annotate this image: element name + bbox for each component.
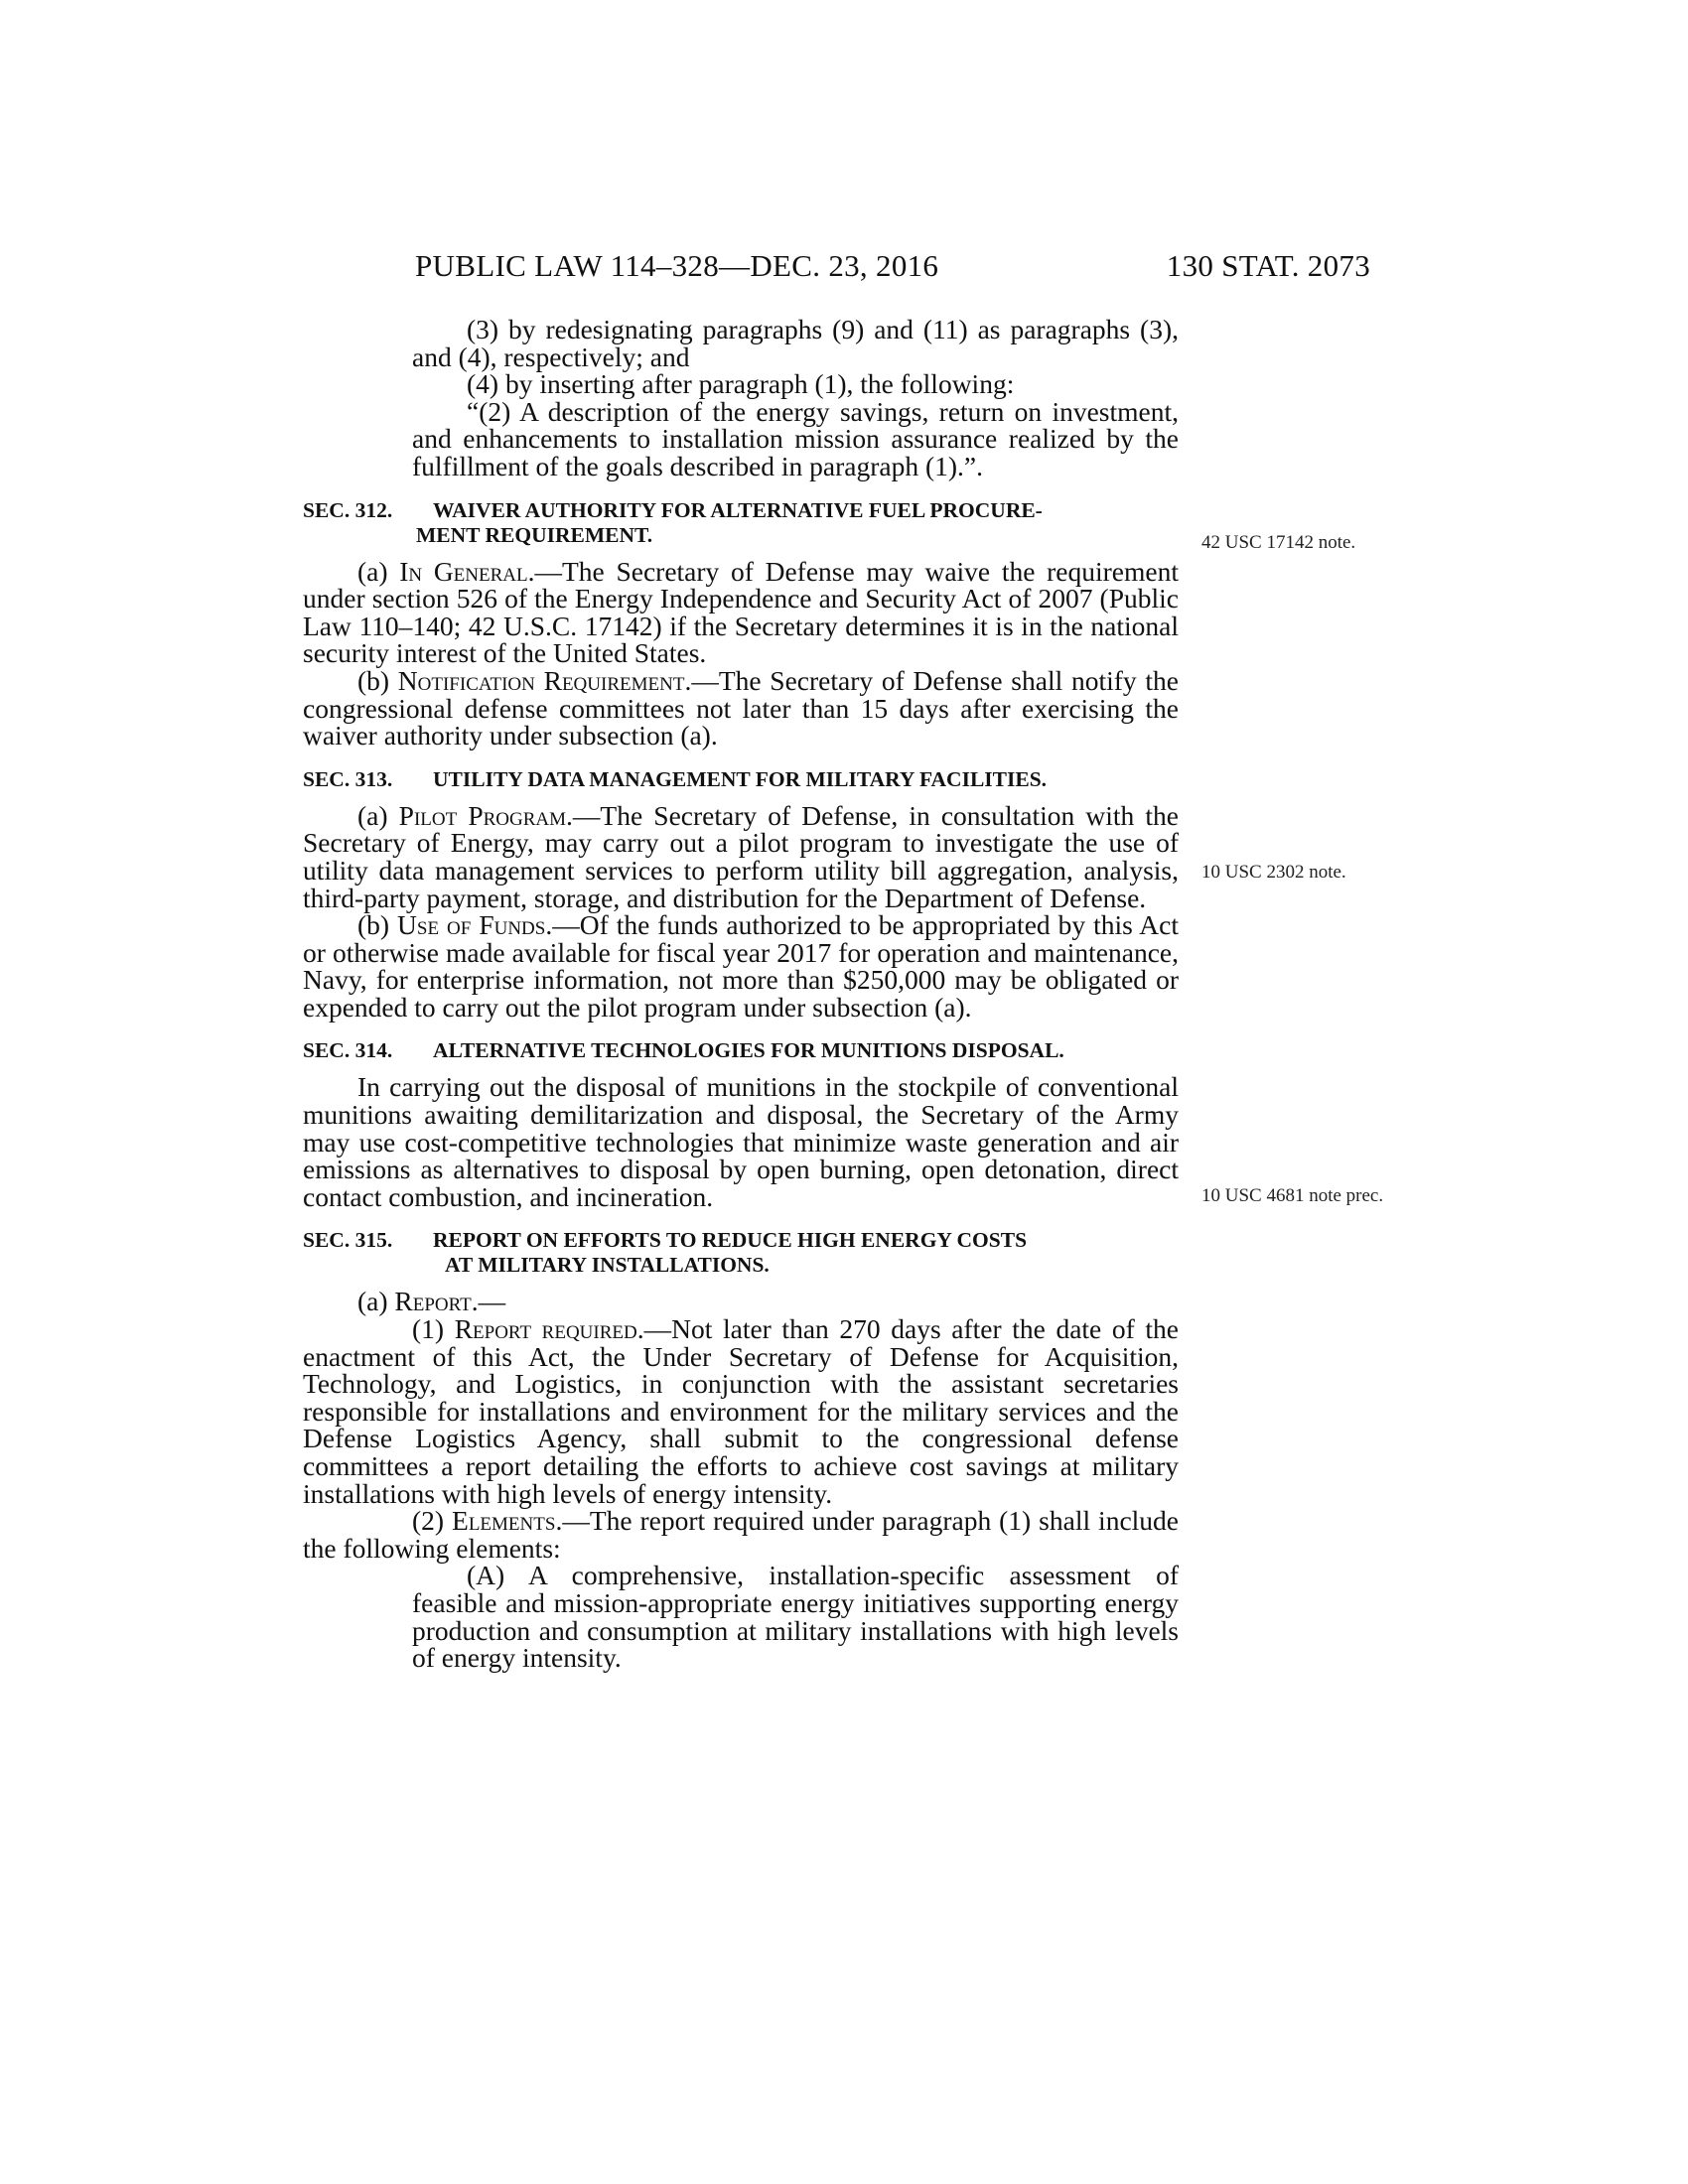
subsection-b [303,664,1179,751]
section-number: SEC. 313. [303,766,393,791]
margin-note-sec314: 10 USC 4681 note prec. [1201,1185,1384,1206]
subsection-dash: .— [471,1286,506,1317]
header-law-citation: PUBLIC LAW 114–328—DEC. 23, 2016 [415,248,939,283]
subsection-label: (a) [357,799,399,831]
section-title-line1: REPORT ON EFFORTS TO REDUCE HIGH ENERGY COSTS [433,1228,1028,1253]
paragraph-1 [303,1315,1179,1507]
section-title-line1: WAIVER AUTHORITY FOR ALTERNATIVE FUEL PROCURE- [433,497,1043,522]
quoted-paragraph-2: “(2) A description of the energy savings, return on investment, and enhancements to installation mission assurance realized by the fulfillment of the goals described in paragraph (1).”. [412,395,1179,481]
section-heading-313 [303,767,1179,792]
document-body [303,316,1179,1672]
paragraph-heading: Report required [454,1313,637,1345]
subsection-heading: In General [399,555,528,587]
paragraph-3: (3) by redesignating paragraphs (9) and (11) as paragraphs (3), and (4), respectively; and [412,314,1179,372]
section-title-line2: MENT REQUIREMENT. [416,522,653,547]
header-stat-page: 130 STAT. 2073 [1166,248,1370,283]
section-number: SEC. 315. [303,1228,393,1253]
section-title-line1: ALTERNATIVE TECHNOLOGIES FOR MUNITIONS DISPOSAL. [433,1038,1064,1063]
section-number: SEC. 312. [303,497,393,522]
section-heading-314 [303,1038,1179,1063]
subsection-label: (a) [357,1286,395,1317]
margin-note-sec312: 42 USC 17142 note. [1201,532,1356,553]
subsection-a [303,555,1179,669]
paragraph-2 [303,1507,1179,1562]
paragraph-label: (2) [412,1505,453,1537]
section-314-text: In carrying out the disposal of munitions in the stockpile of conventional munitions awaiting demilitarization and disposal, the Secretary of the Army may use cost-competitive technologies that minimize waste generation and air emissions as alternatives to disposal by open burning, open detonation, direct contact combustion, and incineration. [303,1071,1179,1212]
running-header [298,248,1370,288]
paragraph-label: (1) [412,1313,455,1345]
subsection-a [303,1288,1179,1315]
subsection-text: .—The Secretary of Defense shall notify the congressional defense committees not later than 15 days after exercising the waiver authority under subsection (a). [303,664,1179,751]
paragraph-text: .—Not later than 270 days after the date of the enactment of this Act, the Under Secretary of Defense for Acquisition, Technology, and Logistics, in conjunction with the assistant secretaries responsible for installations and environment for the military services and the Defense Logistics Agency, shall submit to the congressional defense committees a report detailing the efforts to achieve cost savings at military installations with high levels of energy intensity. [303,1313,1179,1509]
paragraph-4: (4) by inserting after paragraph (1), the following: [467,368,1015,400]
subsection-a [303,799,1179,913]
subsection-label: (a) [357,555,400,587]
margin-note-sec313: 10 USC 2302 note. [1201,862,1346,883]
section-heading-312 [303,498,1179,548]
subsection-heading: Notification Requirement [397,664,685,696]
section-number: SEC. 314. [303,1038,393,1063]
subsection-text: .—Of the funds authorized to be appropriated by this Act or otherwise made available for fiscal year 2017 for operation and maintenance, Navy, for enterprise information, not more than $250,000 may be obligated or expended to carry out the pilot program under subsection (a). [303,909,1179,1023]
subsection-label: (b) [357,664,398,696]
subparagraph-A: (A) A comprehensive, installation-specific assessment of feasible and mission-appropriate energy initiatives supporting energy production and consumption at military installations with high levels of energy intensity. [412,1560,1179,1674]
subsection-heading: Use of Funds [397,909,546,941]
subsection-text: .—The Secretary of Defense, in consultation with the Secretary of Energy, may carry out a pilot program to investigate the use of utility data management services to perform utility bill aggregation, analysis, third-party payment, storage, and distribution for the Department of Defense. [303,799,1179,913]
paragraph-text: .—The report required under paragraph (1) shall include the following elements: [303,1505,1179,1564]
section-title-line1: UTILITY DATA MANAGEMENT FOR MILITARY FACILITIES. [433,766,1048,791]
section-heading-315 [303,1228,1179,1278]
section-title-line2: AT MILITARY INSTALLATIONS. [445,1253,770,1278]
subsection-text: .—The Secretary of Defense may waive the requirement under section 526 of the Energy Independence and Security Act of 2007 (Public Law 110–140; 42 U.S.C. 17142) if the Secretary determines it is in the national security interest of the United States. [303,555,1179,669]
subsection-heading: Pilot Program [398,799,567,831]
subsection-b [303,911,1179,1021]
subsection-label: (b) [357,909,398,941]
subsection-heading: Report [394,1286,472,1317]
paragraph-heading: Elements [452,1505,556,1537]
